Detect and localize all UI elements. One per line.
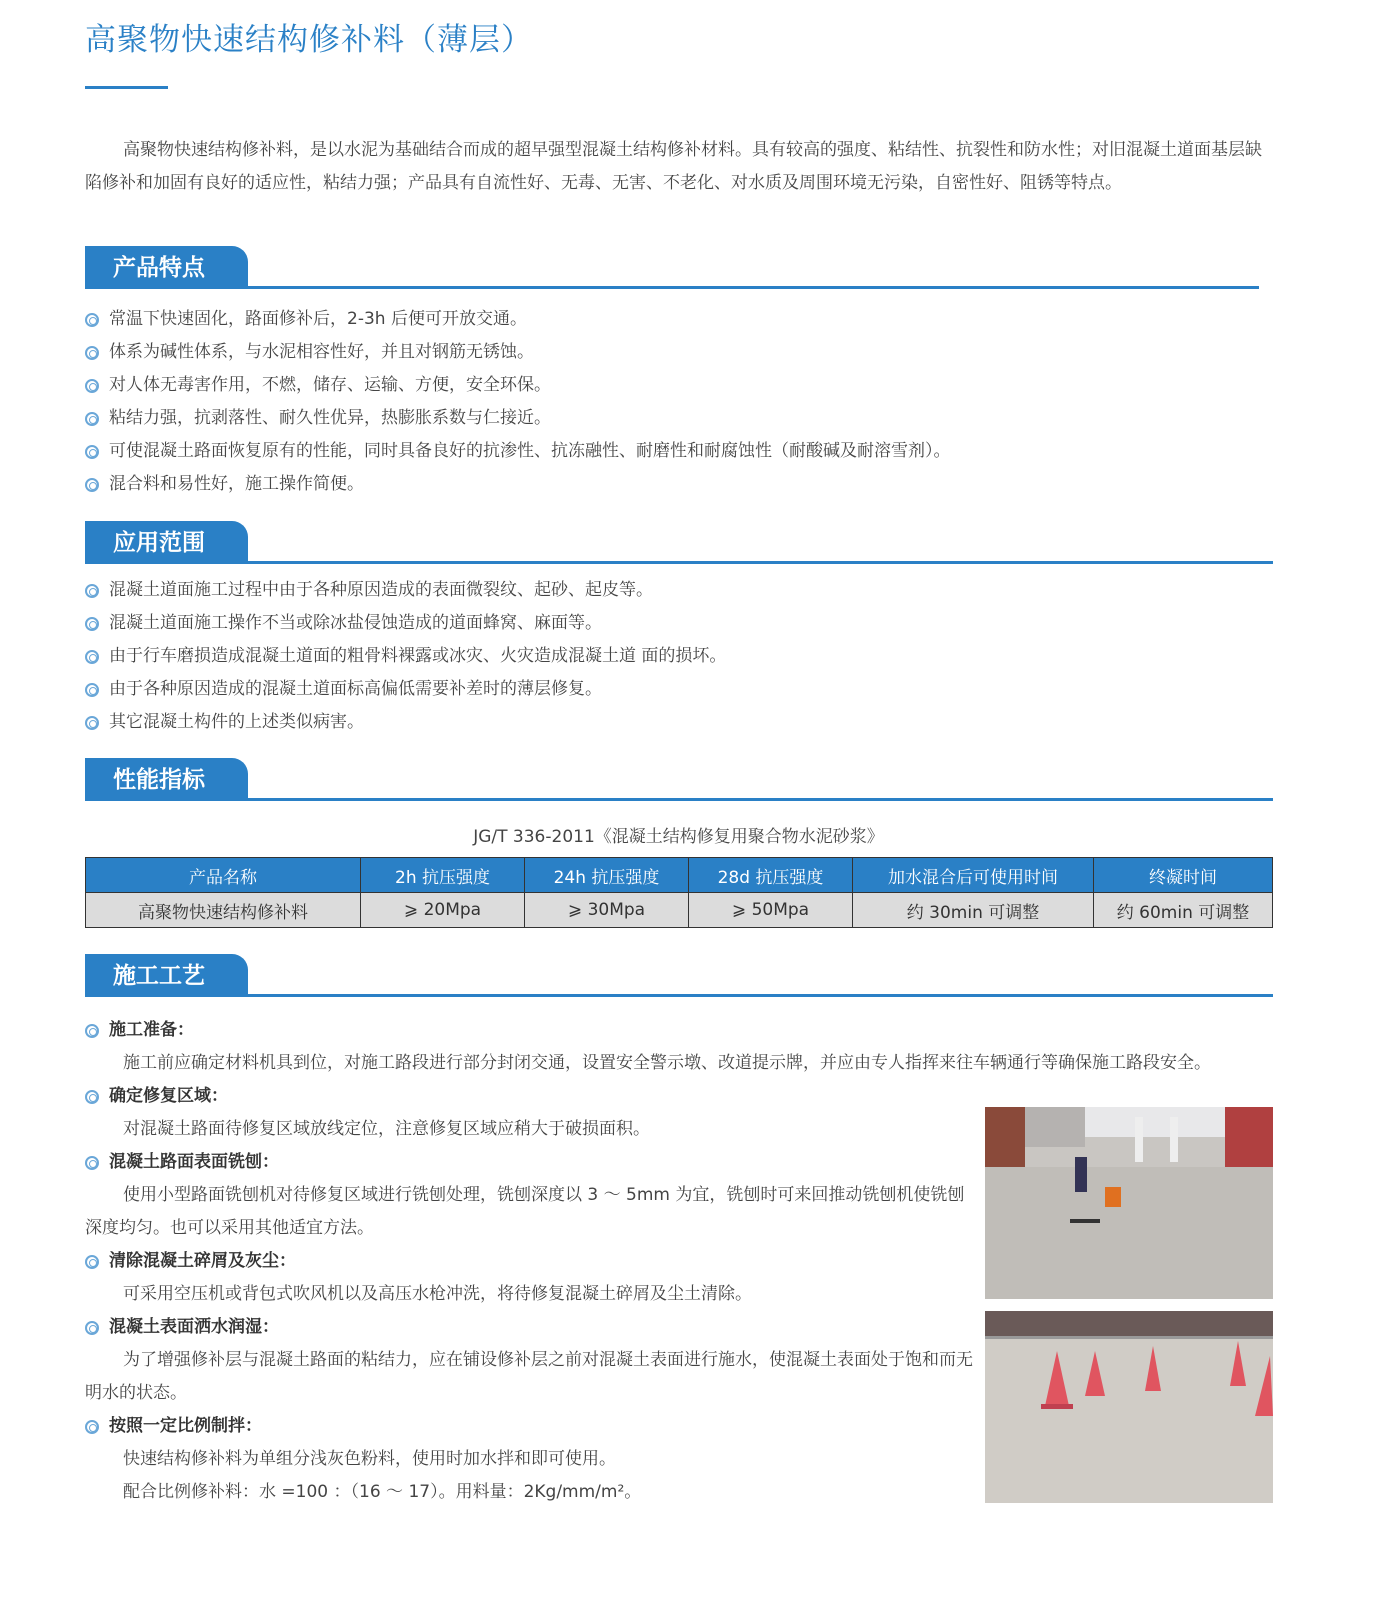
section-title: 施工工艺: [85, 954, 248, 996]
step-text: 可采用空压机或背包式吹风机以及高压水枪冲洗，将待修复混凝土碎屑及尘土清除。: [123, 1284, 752, 1304]
table-cell: 高聚物快速结构修补料: [86, 893, 361, 928]
list-item: [85, 303, 951, 336]
bullet-circle-icon: [85, 478, 99, 492]
features-list: [85, 303, 951, 501]
item-text: 由于行车磨损造成混凝土道面的粗骨料裸露或冰灾、火灾造成混凝土道 面的损坏。: [109, 646, 727, 666]
step-text: 对混凝土路面待修复区域放线定位，注意修复区域应稍大于破损面积。: [123, 1119, 650, 1139]
bullet-circle-icon: [85, 1321, 99, 1335]
section-title: 应用范围: [85, 521, 248, 563]
bullet-circle-icon: [85, 313, 99, 327]
list-item: [85, 607, 726, 640]
performance-table: [85, 857, 1273, 928]
intro-paragraph: 高聚物快速结构修补料，是以水泥为基础结合而成的超早强型混凝土结构修补材料。具有较高的强度、粘结性、抗裂性和防水性；对旧混凝土道面基层缺陷修补和加固有良好的适应性，粘结力强；产品具有自流性好、无毒、无害、不老化、对水质及周围环境无污染，自密性好、阻锈等特点。: [85, 140, 1262, 193]
page-title: 高聚物快速结构修补料（薄层）: [85, 22, 533, 58]
column-header: 产品名称: [86, 858, 361, 893]
column-header: 加水混合后可使用时间: [853, 858, 1094, 893]
scope-list: [85, 574, 726, 739]
title-underline: [85, 86, 168, 89]
bullet-circle-icon: [85, 617, 99, 631]
list-item: [85, 468, 951, 501]
table-cell: 约 30min 可调整: [853, 893, 1094, 928]
item-text: 混凝土道面施工过程中由于各种原因造成的表面微裂纹、起砂、起皮等。: [109, 580, 653, 600]
step-title-text: 施工准备：: [109, 1020, 194, 1040]
item-text: 混凝土道面施工操作不当或除冰盐侵蚀造成的道面蜂窝、麻面等。: [109, 613, 602, 633]
column-header: 终凝时间: [1094, 858, 1273, 893]
step-title: [85, 1410, 975, 1443]
item-text: 对人体无毒害作用，不燃，储存、运输、方便，安全环保。: [109, 375, 551, 395]
bullet-circle-icon: [85, 683, 99, 697]
step-title-text: 混凝土路面表面铣刨：: [109, 1152, 279, 1172]
bullet-circle-icon: [85, 716, 99, 730]
construction-photo-cones: [985, 1311, 1273, 1503]
step-title: [85, 1311, 975, 1344]
bullet-circle-icon: [85, 1156, 99, 1170]
step-text: 为了增强修补层与混凝土路面的粘结力，应在铺设修补层之前对混凝土表面进行施水，使混凝土表面处于饱和而无明水的状态。: [85, 1350, 973, 1403]
list-item: [85, 336, 951, 369]
bullet-circle-icon: [85, 412, 99, 426]
bullet-circle-icon: [85, 445, 99, 459]
list-item: [85, 435, 951, 468]
bullet-circle-icon: [85, 650, 99, 664]
column-header: 24h 抗压强度: [525, 858, 689, 893]
section-title: 性能指标: [85, 758, 248, 800]
list-item: [85, 640, 726, 673]
table-row: [86, 893, 1273, 928]
item-text: 由于各种原因造成的混凝土道面标高偏低需要补差时的薄层修复。: [109, 679, 602, 699]
step-text: 配合比例修补料：水 =100 ：（16 ～ 17）。用料量：2Kg/mm/m²。: [123, 1482, 642, 1502]
bullet-circle-icon: [85, 1420, 99, 1434]
bullet-circle-icon: [85, 584, 99, 598]
standard-caption: JG/T 336-2011《混凝土结构修复用聚合物水泥砂浆》: [473, 827, 884, 847]
bullet-circle-icon: [85, 1090, 99, 1104]
table-cell: 约 60min 可调整: [1094, 893, 1273, 928]
item-text: 其它混凝土构件的上述类似病害。: [109, 712, 364, 732]
bullet-circle-icon: [85, 346, 99, 360]
step-text: 施工前应确定材料机具到位，对施工路段进行部分封闭交通，设置安全警示墩、改道提示牌，并应由专人指挥来往车辆通行等确保施工路段安全。: [123, 1053, 1211, 1073]
item-text: 可使混凝土路面恢复原有的性能，同时具备良好的抗渗性、抗冻融性、耐磨性和耐腐蚀性（耐酸碱及耐溶雪剂）。: [109, 441, 951, 461]
list-item: [85, 369, 951, 402]
list-item: [85, 706, 726, 739]
step-title: [85, 1245, 975, 1278]
item-text: 粘结力强，抗剥落性、耐久性优异，热膨胀系数与仁接近。: [109, 408, 551, 428]
step-title: [85, 1080, 975, 1113]
section-title: 产品特点: [85, 246, 248, 288]
item-text: 体系为碱性体系，与水泥相容性好，并且对钢筋无锈蚀。: [109, 342, 534, 362]
step-title: [85, 1014, 975, 1047]
step-text: 快速结构修补料为单组分浅灰色粉料，使用时加水拌和即可使用。: [123, 1449, 616, 1469]
bullet-circle-icon: [85, 1024, 99, 1038]
step-title-text: 确定修复区域：: [109, 1086, 228, 1106]
process-steps: [85, 1014, 1211, 1509]
column-header: 28d 抗压强度: [689, 858, 853, 893]
list-item: [85, 574, 726, 607]
item-text: 混合料和易性好，施工操作简便。: [109, 474, 364, 494]
table-cell: ⩾ 50Mpa: [689, 893, 853, 928]
construction-photo-repair: [985, 1107, 1273, 1299]
bullet-circle-icon: [85, 1255, 99, 1269]
item-text: 常温下快速固化，路面修补后，2-3h 后便可开放交通。: [109, 309, 527, 329]
step-text: 使用小型路面铣刨机对待修复区域进行铣刨处理，铣刨深度以 3 ～ 5mm 为宜，铣刨时可来回推动铣刨机使铣刨深度均匀。也可以采用其他适宜方法。: [85, 1185, 965, 1238]
list-item: [85, 673, 726, 706]
bullet-circle-icon: [85, 379, 99, 393]
step-title-text: 清除混凝土碎屑及灰尘：: [109, 1251, 296, 1271]
table-cell: ⩾ 20Mpa: [361, 893, 525, 928]
column-header: 2h 抗压强度: [361, 858, 525, 893]
table-header-row: [86, 858, 1273, 893]
step-title: [85, 1146, 975, 1179]
step-title-text: 混凝土表面洒水润湿：: [109, 1317, 279, 1337]
table-cell: ⩾ 30Mpa: [525, 893, 689, 928]
list-item: [85, 402, 951, 435]
step-title-text: 按照一定比例制拌：: [109, 1416, 262, 1436]
